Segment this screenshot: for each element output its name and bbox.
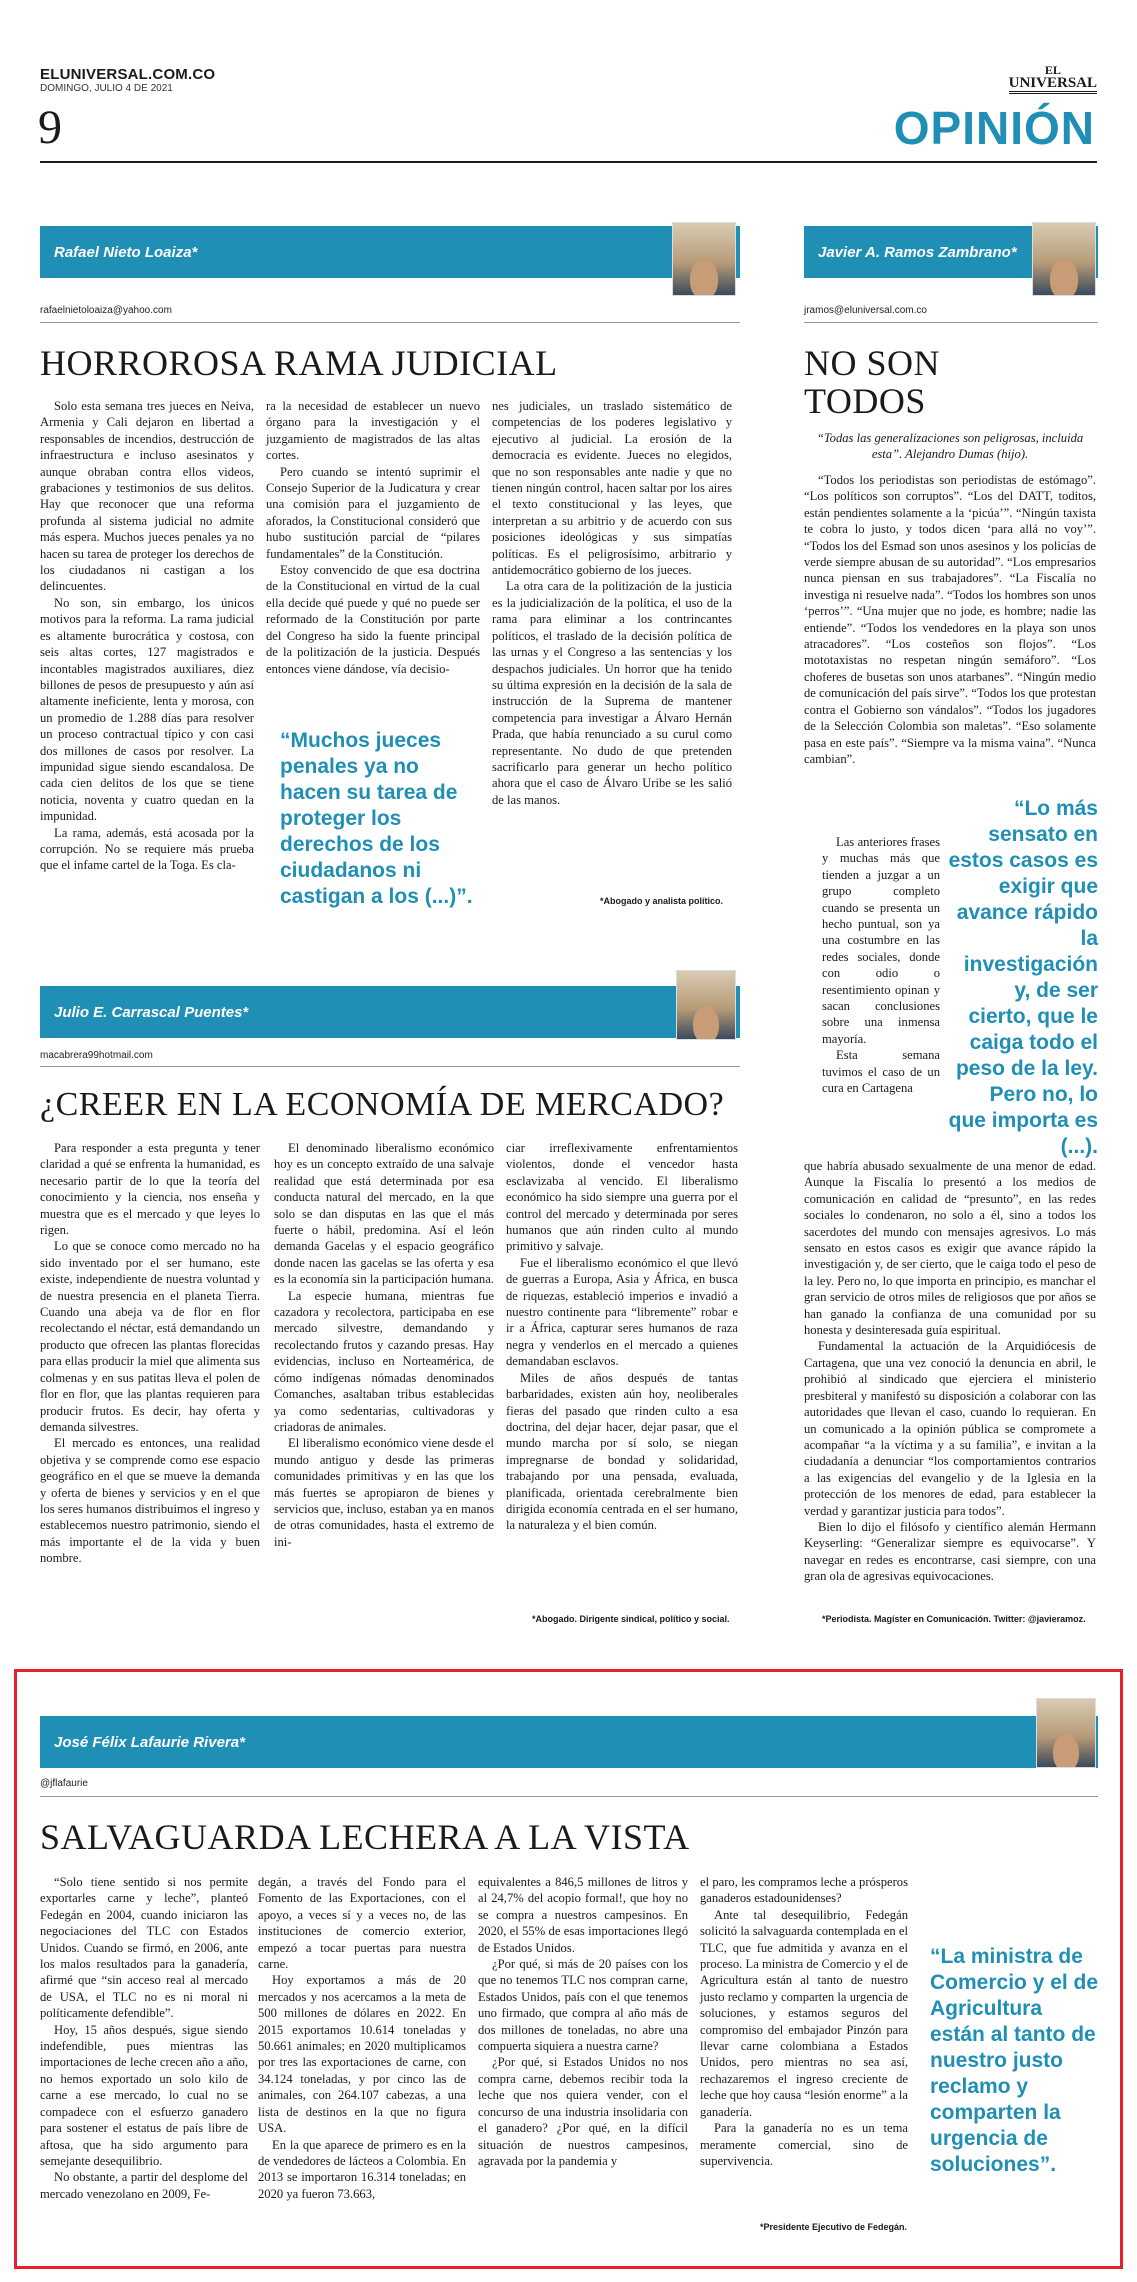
author-head-shape — [693, 1006, 720, 1040]
article-headline — [804, 344, 1098, 420]
paragraph: La especie humana, mientras fue cazadora y recolectora, participaba en ese mercado silvestre, demandando y recolectando frutos y cazando presas. Hay evidencias, incluso en Norteamérica, de cómo indígenas nómadas denominados Comanches, asaltaban tribus establecidas ya como sedentarias, cultivadoras y criadoras de animales. — [274, 1288, 494, 1434]
article-column — [700, 1874, 908, 2169]
issue-date: DOMINGO, JULIO 4 DE 2021 — [40, 83, 173, 94]
paragraph: Para la ganadería no es un tema meramente comercial, sino de supervivencia. — [700, 2121, 908, 2168]
paragraph: Estoy convencido de que esa doctrina de la Constitucional en virtud de la cual ella decide qué puede y qué no puede ser reformado de la Constitución por parte del Congreso ha sido la fuente principal de la politización de la justicia. Después entonces viene dándose, vía decisio- — [266, 563, 480, 676]
author-signature: *Periodista. Magíster en Comunicación. Twitter: @javieramoz. — [822, 1614, 1086, 1624]
author-name: Rafael Nieto Loaiza* — [54, 243, 198, 261]
author-photo-icon — [672, 222, 736, 296]
article-column — [804, 472, 1096, 767]
paragraph: La otra cara de la politización de la justicia es la judicialización de la política, el uso de la rama para eliminar a los contrincantes políticos, el traslado de la decisión política de las urnas y el Congreso a las sentencias y los despachos judiciales. Un horror que ha tenido su última expresión en la decisión de la sala de instrucción de la Suprema de mantener competencia para investigar a Álvaro Hernán Prada, que había renunciado a su curul como representante. No dudo de que pretenden sacrificarlo para generar un hecho político ahora que el caso de Álvaro Uribe se les salió de las manos. — [492, 579, 732, 807]
article-column — [506, 1140, 738, 1534]
headline-line: TODOS — [804, 381, 926, 421]
author-bar — [40, 1716, 1098, 1768]
paragraph: ¿Por qué, si más de 20 países con los que no tenemos TLC nos compran carne, Estados Unidos, país con el que tenemos uno firmado, que compra al año más de dos millones de toneladas, no abre una compuerta siquiera a nuestra carne? — [478, 1957, 688, 2054]
author-head-shape — [1053, 1734, 1080, 1768]
article-headline: HORROROSA RAMA JUDICIAL — [40, 343, 558, 383]
pull-quote: “Muchos jueces penales ya no hacen su tarea de proteger los derechos de los ciudadanos ni castigan a los (...)”. — [280, 729, 473, 908]
paragraph: El mercado es entonces, una realidad objetiva y se comprende como ese espacio geográfico en el que se mueve la demanda y oferta de bienes y servicios y en el que los seres humanos distribuimos el ingreso y establecemos nuestro patrimonio, siendo el más importante el de la vida y buen nombre. — [40, 1436, 260, 1566]
paragraph: Fundamental la actuación de la Arquidiócesis de Cartagena, que una vez conoció la denuncia en abril, le prohibió al sindicado que ejerciera el ministerio presbiteral y manifestó su disposición a colaborar con las autoridades que llevan el caso, cuando lo requieran. En un comunicado a la opinión pública se compromete a acompañar “a la víctima y a su familia”, e invitan a la ciudadanía a denunciar “los comportamientos contrarios a las exigencias del evangelio y de la Iglesia en la protección de los menores de edad, para establecer la verdad y garantizar justicia para todos”. — [804, 1339, 1096, 1518]
paragraph: ¿Por qué, si Estados Unidos no nos compra carne, debemos recibir toda la leche que nos quiera vender, con el concurso de una industria insolidaria con el ganadero? ¿Por qué, en la difícil situación de nuestros campesinos, agravada por la pandemia y — [478, 2055, 688, 2168]
epigraph: “Todas las generalizaciones son peligrosas, incluida esta”. Alejandro Dumas (hijo). — [816, 431, 1084, 462]
paragraph: degán, a través del Fondo para el Fomento de las Exportaciones, con el apoyo, a veces sí y a veces no, de las instituciones de comercio exterior, empezó a tocar puertas para nuestra carne. — [258, 1875, 466, 1972]
divider — [40, 322, 740, 323]
author-email: rafaelnietoloaiza@yahoo.com — [40, 305, 172, 316]
article-column-narrow — [822, 834, 940, 1097]
paragraph: En la que aparece de primero es en la de vendedores de lácteos a Colombia. En 2013 se importaron 16.314 toneladas; en 2020 ya fueron 73.663, — [258, 2137, 466, 2201]
article-column — [258, 1874, 466, 2202]
paragraph: que habría abusado sexualmente de una menor de edad. Aunque la Fiscalía lo presentó a los medios de comunicación en calidad de “presunto”, en las redes sociales lo condenaron, no solo a él, sino a todos los sacerdotes del mundo con mensajes agresivos. Lo más sensato en estos casos es exigir que avance rápido la investigación y, de ser cierto, que le caiga todo el peso de la ley. Pero no, lo que importa en principio, es manchar el gran servicio de otros miles de religiosos que por años se han ganado la confianza de una comunidad por su honesta y desinteresada guía espiritual. — [804, 1159, 1096, 1338]
paragraph: Las anteriores frases y muchas más que tienden a juzgar a un grupo completo cuando se presenta un hecho puntual, son ya una costumbre en las redes sociales, donde con odio o resentimiento opinan y sacan conclusiones sobre una inmensa mayoría. — [822, 835, 940, 1046]
article-column — [274, 1140, 494, 1550]
paragraph: Pero cuando se intentó suprimir el Consejo Superior de la Judicatura y crear una comisión para el juzgamiento de aforados, la Constitucional consideró que hubo sustitución parcial de “pilares fundamentales” de la Constitución. — [266, 464, 480, 561]
article-column — [478, 1874, 688, 2169]
paragraph: Miles de años después de tantas barbaridades, existen aún hoy, neoliberales fieras del pasado que rinden culto a esa doctrina, del dejar hacer, dejar pasar, que el mundo marcha por sí solo, se niegan impregnarse de bondad y solidaridad, trabajando por una pensada, evaluada, planificada, orientada cerebralmente bien dirigida economía centrada en el ser humano, la naturaleza y el bien común. — [506, 1370, 738, 1533]
author-email: jramos@eluniversal.com.co — [804, 305, 927, 316]
logo-line-2: UNIVERSAL — [1009, 77, 1097, 94]
paragraph: Hoy, 15 años después, sigue siendo indefendible, pues mientras las importaciones de leche crecen año a año, no hemos exportado un solo kilo de carne a ese mercado, lo cual no se compadece con el esfuerzo ganadero para sostener el estatus de país libre de aftosa, que ha sido argumento para semejante desequilibrio. — [40, 2022, 248, 2168]
paragraph: No obstante, a partir del desplome del mercado venezolano en 2009, Fe- — [40, 2170, 248, 2201]
divider — [40, 1796, 1098, 1797]
author-name: Julio E. Carrascal Puentes* — [54, 1003, 249, 1021]
article-column — [804, 1158, 1096, 1585]
author-signature: *Abogado. Dirigente sindical, político y social. — [532, 1614, 730, 1624]
author-name: José Félix Lafaurie Rivera* — [54, 1733, 245, 1751]
author-name: Javier A. Ramos Zambrano* — [818, 243, 1017, 261]
author-head-shape — [1050, 259, 1079, 296]
paragraph: “Solo tiene sentido si nos permite exportarles carne y leche”, planteó Fedegán en 2004, cuando iniciaron las negociaciones del TLC con Estados Unidos. Cuando se firmó, en 2006, ante los malos resultados para la ganadería, afirmé que “sin acceso real al mercado de USA, el TLC no es ni moral ni políticamente defendible”. — [40, 1875, 248, 2021]
paragraph: Lo que se conoce como mercado no ha sido inventado por el ser humano, este existe, independiente de nuestra voluntad y de nuestra presencia en el planeta Tierra. Cuando una abeja va de flor en flor recolectando el néctar, está demandando un producto que ofrecen las plantas florecidas para ellas producir la miel que alimenta sus colmenas y en sus patitas lleva el polen de flor en flor, que las plantas requieren para producir frutos. Es decir, hay oferta y demanda silvestres. — [40, 1239, 260, 1434]
pull-quote: “Lo más sensato en estos casos es exigir que avance rápido la investigación y, de ser cierto, que le caiga todo el peso de la ley. Pero no, lo que importa es (...). — [948, 797, 1098, 1158]
article-column — [40, 1874, 248, 2202]
divider — [804, 322, 1098, 323]
paragraph: El liberalismo económico viene desde el mundo antiguo y desde las primeras comunidades primitivas y en las que los más fuertes se apropiaron de bienes y servicios que, incluso, estaban ya en manos de otras comunidades, hasta el extremo de ini- — [274, 1436, 494, 1549]
paragraph: el paro, les compramos leche a prósperos ganaderos estadounidenses? — [700, 1875, 908, 1906]
author-handle: @jflafaurie — [40, 1778, 88, 1789]
paragraph: No son, sin embargo, los únicos motivos para la reforma. La rama judicial es altamente burocrática y costosa, con seis altas cortes, 127 magistrados e incontables magistrados auxiliares, diez billones de pesos de presupuesto y aún así altamente ineficiente, lenta y morosa, con un promedio de 1.288 días para resolver un proceso contractual típico y con casi dos millones de casos por resolver. La impunidad sigue siendo escandalosa. De cada cien delitos de los que se tiene noticia, noventa y cuatro quedan en la impunidad. — [40, 595, 254, 824]
paragraph: ra la necesidad de establecer un nuevo órgano para la investigación y el juzgamiento de magistrados de las altas cortes. — [266, 399, 480, 463]
paragraph: ciar irreflexivamente enfrentamientos violentos, donde el vencedor hasta esclavizaba al vencido. El liberalismo económico ha sido siempre una guerra por el control del mercado y determinada por seres humanos que aún rinden culto al mundo primitivo y salvaje. — [506, 1141, 738, 1254]
masthead-rule — [40, 161, 1097, 163]
author-email: macabrera99hotmail.com — [40, 1050, 153, 1061]
paragraph: Esta semana tuvimos el caso de un cura en Cartagena — [822, 1048, 940, 1096]
article-column — [40, 1140, 260, 1567]
author-bar — [40, 986, 740, 1038]
article-headline: ¿CREER EN LA ECONOMÍA DE MERCADO? — [40, 1086, 725, 1123]
article-headline: SALVAGUARDA LECHERA A LA VISTA — [40, 1817, 690, 1857]
author-bar — [40, 226, 740, 278]
paragraph: El denominado liberalismo económico hoy es un concepto extraído de una salvaje realidad que está determinada por esa conducta natural del mercado, en la que solo se dan disputas en las que el más fuerte o hábil, predomina. Así el león demanda Gacelas y el espacio geográfico donde nacen las gacelas se las oferta y esa es la economía sin la participación humana. — [274, 1141, 494, 1287]
article-column — [492, 398, 732, 808]
paragraph: Bien lo dijo el filósofo y científico alemán Hermann Keyserling: “Generalizar siempre es equivocarse”. Y navegar en redes es encontrarse, casi siempre, con una gran ola de agresivas equivocaciones. — [804, 1519, 1096, 1584]
paragraph: Ante tal desequilibrio, Fedegán solicitó la salvaguarda contemplada en el TLC, que fue admitida y avanza en el proceso. La ministra de Comercio y el de Agricultura están al tanto de nuestro justo reclamo y comparten la urgencia de soluciones, y estamos seguros del compromiso del embajador Pinzón para llevar carne colombiana a Estados Unidos, pero mientras no sea así, rechazaremos el ingreso creciente de leche que hoy causa “lesión enorme” a la ganadería. — [700, 1907, 908, 2119]
paragraph: La rama, además, está acosada por la corrupción. No se requiere más prueba que el infame cartel de la Toga. Es cla- — [40, 825, 254, 873]
logo-line-1: EL — [1044, 63, 1061, 77]
article-column — [40, 398, 254, 874]
paragraph: “Todos los periodistas son periodistas de estómago”. “Los políticos son corruptos”. “Los del DATT, toditos, están pendientes solamente a la ‘picúa’”. “Ningún taxista te cobra lo justo, y todos dicen ‘para allá no voy’”. “Todos los del Esmad son unos asesinos y los policías de verde siempre abusan de su autoridad”. “Los empresarios nunca piensan en sus trabajadores”. “La Fiscalía no investiga ni resuelve nada”. “Todos los hombres son unos ‘perros’”. “Una mujer que no jode, es hombre; nadie las entiende”. “Todos los vendedores en la playa son unos atracadores”. “Los costeños son flojos”. “Los mototaxistas no respetan ningún semáforo”. “Los choferes de busetas son unos atarbanes”. “Ningún medio de comunicación del país sirve”. “Todos los que protestan contra el Gobierno son vándalos”. “Todos los jugadores de la Selección Colombia son maletas”. “Eso solamente pasa en este país”. “Siempre va la misma vaina”. “Nunca cambian”. — [804, 473, 1096, 766]
page-number: 9 — [38, 101, 62, 154]
author-head-shape — [690, 259, 719, 296]
author-photo-icon — [1036, 1698, 1096, 1768]
paragraph: nes judiciales, un traslado sistemático de competencias de los poderes legislativo y ejecutivo al judicial. La erosión de la democracia es evidente. Jueces no elegidos, que no son responsables ante nadie y que no tienen ningún control, hacen saltar por los aires el texto constitucional y las leyes, que interpretan a su arbitrio y de acuerdo con sus posiciones ideológicas y sus simpatías políticas. Es el peligrosísimo, arbitrario y antidemocrático gobierno de los jueces. — [492, 399, 732, 578]
author-photo-icon — [1032, 222, 1096, 296]
headline-line: NO SON — [804, 343, 941, 383]
author-signature: *Presidente Ejecutivo de Fedegán. — [760, 2222, 908, 2232]
divider — [40, 1066, 740, 1067]
paragraph: Solo esta semana tres jueces en Neiva, Armenia y Cali dejaron en libertad a responsables de incendios, destrucción de infraestructura e incluso asesinatos y aunque obraban contra ellos videos, grabaciones y testimonios de sus delitos. Hay que reconocer que una reforma profunda al sistema judicial no admite más espera. Muchos jueces penales ya no hacen su tarea de proteger los derechos de los ciudadanos ni castigan a los delincuentes. — [40, 399, 254, 594]
author-photo-icon — [676, 970, 736, 1040]
paragraph: Hoy exportamos a más de 20 mercados y nos acercamos a la meta de 500 millones de dólares en 2022. En 2015 exportamos 10.614 toneladas y 50.661 animales; en 2020 multiplicamos por tres las exportaciones de carne, con 34.124 toneladas, y por cinco las de animales, con 264.107 cabezas, a una lista de destinos en la que no figura USA. — [258, 1973, 466, 2136]
newspaper-logo — [1009, 64, 1097, 94]
author-signature: *Abogado y analista político. — [600, 896, 724, 906]
paragraph: Fue el liberalismo económico el que llevó de guerras a Europa, Asia y África, en busca de riquezas, estableció imperios e invadió a nuestro continente para “libremente” robar e ir a África, capturar seres humanos de raza negra y venderlos en el mercado a quienes demandaban esclavos. — [506, 1255, 738, 1369]
paragraph: Para responder a esta pregunta y tener claridad a qué se enfrenta la humanidad, es necesario partir de lo que la teoría del conocimiento y la ciencia, nos enseña y muestra que es el mercado y que leyes lo rigen. — [40, 1141, 260, 1238]
pull-quote: “La ministra de Comercio y el de Agricultura están al tanto de nuestro justo reclamo y comparten la urgencia de soluciones”. — [930, 1945, 1099, 2176]
section-title: OPINIÓN — [893, 102, 1095, 154]
site-name: ELUNIVERSAL.COM.CO — [40, 66, 216, 83]
article-column — [266, 398, 480, 677]
paragraph: equivalentes a 846,5 millones de litros y al 24,7% del acopio formal!, que hoy no se compra a nuestros campesinos. En 2020, el 55% de esas importaciones llegó de Estados Unidos. — [478, 1875, 688, 1955]
